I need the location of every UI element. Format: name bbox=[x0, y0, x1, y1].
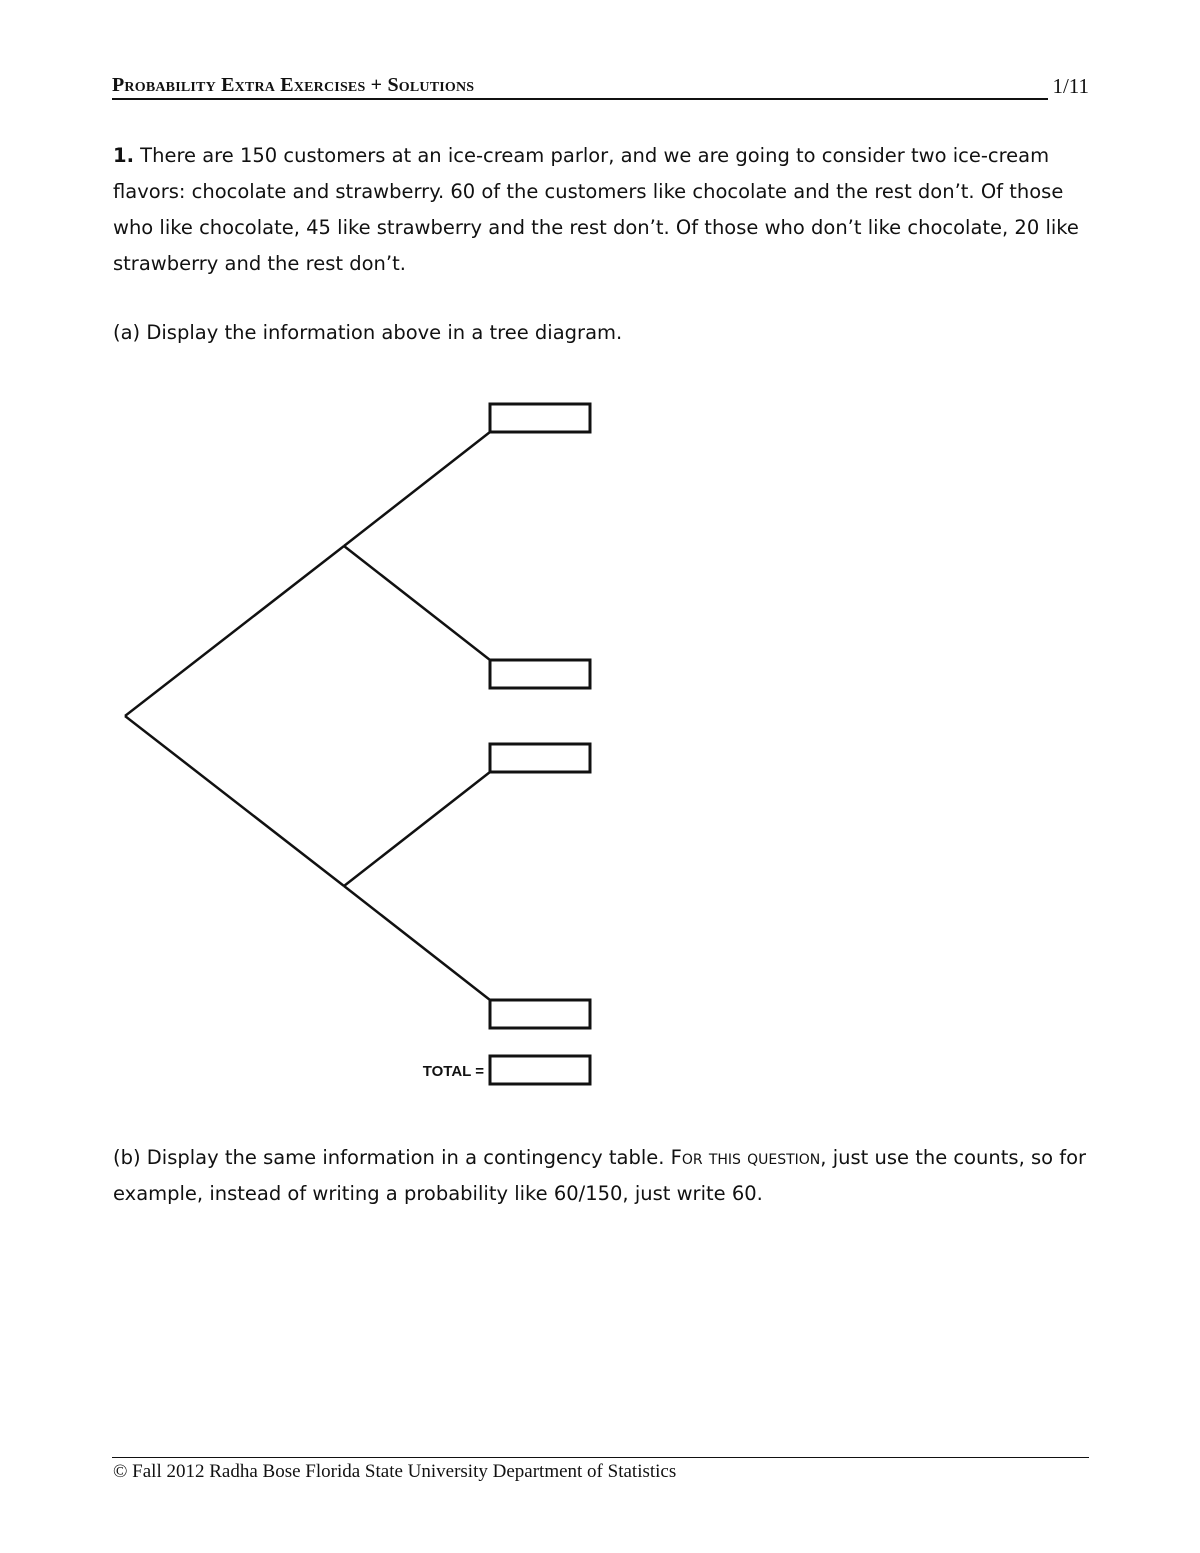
part-a-prompt: (a) Display the information above in a tree diagram. bbox=[113, 321, 623, 344]
header-title: Probability Extra Exercises + Solutions bbox=[112, 74, 475, 96]
problem-text: There are 150 customers at an ice-cream parlor, and we are going to consider two ice-cream flavors: chocolate and strawberry. 60 of the customers like chocolate and the rest don’t. Of those who like chocolate, 45 like strawberry and the rest don’t. Of those who don’t like chocolate, 20 like strawberry and the rest don’t. bbox=[113, 144, 1079, 275]
total-box[interactable] bbox=[490, 1056, 590, 1084]
branch-upper-top bbox=[344, 432, 490, 546]
branch-root-lower bbox=[125, 716, 344, 886]
page-indicator: 1/11 bbox=[1052, 74, 1089, 98]
branch-lower-top bbox=[344, 772, 490, 886]
answer-box-1[interactable] bbox=[490, 404, 590, 432]
problem-number: 1. bbox=[113, 144, 134, 167]
footer-rule bbox=[112, 1457, 1089, 1458]
part-b-lead: (b) Display the same information in a contingency table. bbox=[113, 1146, 671, 1169]
branch-root-upper bbox=[125, 546, 344, 716]
footer-copyright: © Fall 2012 Radha Bose Florida State University Department of Statistics bbox=[113, 1461, 677, 1482]
part-b-prompt bbox=[113, 1140, 1088, 1212]
total-label: TOTAL = bbox=[422, 1063, 484, 1080]
answer-box-2[interactable] bbox=[490, 660, 590, 688]
answer-box-4[interactable] bbox=[490, 1000, 590, 1028]
answer-box-3[interactable] bbox=[490, 744, 590, 772]
branch-lower-bottom bbox=[344, 886, 490, 1000]
part-b-emphasis: For this question bbox=[670, 1146, 821, 1169]
branch-upper-bottom bbox=[344, 546, 490, 660]
part-b-rest: , just use the counts, so for example, instead of writing a probability like 60/150, just write 60. bbox=[113, 1146, 1087, 1205]
